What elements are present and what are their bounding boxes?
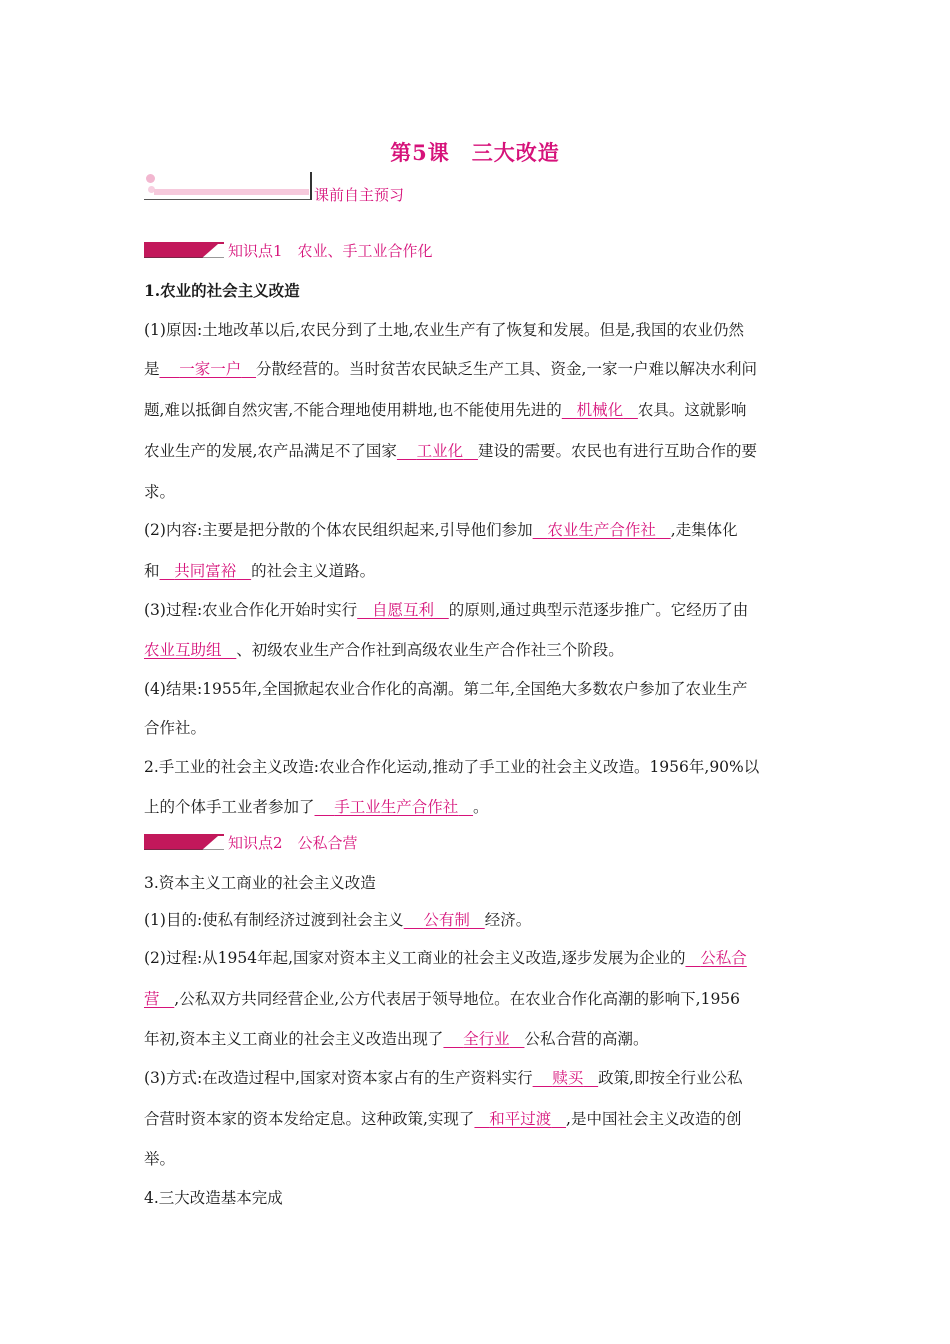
text-line: 营 ,公私双方共同经营企业,公方代表居于领导地位。在农业合作化高潮的影响下,1956: [144, 990, 741, 1008]
heading-3: 3.资本主义工商业的社会主义改造: [144, 874, 376, 892]
text-line: (2)过程:从1954年起,国家对资本主义工商业的社会主义改造,逐步发展为企业的 公私合: [144, 949, 747, 967]
answer-blank: 共同富裕: [174, 562, 237, 580]
knowledge-point-1-header: [144, 240, 564, 262]
answer-blank: 农业互助组: [144, 641, 222, 659]
answer-blank: 和平过渡: [489, 1110, 552, 1128]
knowledge-point-2-header: [144, 832, 564, 854]
answer-blank: 营: [144, 990, 160, 1008]
answer-blank: 自愿互利: [371, 601, 434, 619]
answer-blank: 赎买: [552, 1069, 584, 1087]
lesson-title: 第5课 三大改造: [390, 140, 560, 165]
knowledge-tag-icon: [144, 834, 224, 850]
decor-dot: [146, 174, 155, 183]
knowledge-tag-icon: [144, 242, 224, 258]
answer-blank: 公私合: [700, 949, 747, 967]
text-line: (3)过程:农业合作化开始时实行 自愿互利 的原则,通过典型示范逐步推广。它经历了由: [144, 601, 749, 619]
text-line: 农业互助组 、初级农业生产合作社到高级农业生产合作社三个阶段。: [144, 641, 624, 659]
answer-blank: 一家一户: [179, 360, 242, 378]
text-line: 求。: [144, 483, 176, 501]
decor-band: [154, 189, 309, 195]
section-header: [144, 178, 444, 208]
text-line: (1)原因:土地改革以后,农民分到了土地,农业生产有了恢复和发展。但是,我国的农业仍然: [144, 321, 744, 339]
text-line: (4)结果:1955年,全国掀起农业合作化的高潮。第二年,全国绝大多数农户参加了农业生产: [144, 680, 748, 698]
answer-blank: 全行业: [463, 1030, 510, 1048]
text-line: 年初,资本主义工商业的社会主义改造出现了 全行业 公私合营的高潮。: [144, 1030, 649, 1048]
text-line: (2)内容:主要是把分散的个体农民组织起来,引导他们参加 农业生产合作社 ,走集体化: [144, 521, 738, 539]
heading-4: 4.三大改造基本完成: [144, 1189, 283, 1207]
knowledge-point-label: 知识点1 农业、手工业合作化: [228, 242, 433, 260]
answer-blank: 农业生产合作社: [547, 521, 656, 539]
decor-rule: [144, 199, 310, 200]
text-line: 和 共同富裕 的社会主义道路。: [144, 562, 376, 580]
text-line: 农业生产的发展,农产品满足不了国家 工业化 建设的需要。农民也有进行互助合作的要: [144, 442, 757, 460]
text-line: 合营时资本家的资本发给定息。这种政策,实现了 和平过渡 ,是中国社会主义改造的创: [144, 1110, 742, 1128]
answer-blank: 手工业生产合作社: [334, 798, 459, 816]
heading-1: 1.农业的社会主义改造: [144, 281, 300, 300]
answer-blank: 机械化: [576, 401, 624, 419]
text-line: (1)目的:使私有制经济过渡到社会主义 公有制 经济。: [144, 911, 532, 929]
text-line: 是 一家一户 分散经营的。当时贫苦农民缺乏生产工具、资金,一家一户难以解决水利问: [144, 360, 757, 378]
text-line: 合作社。: [144, 719, 207, 737]
text-line: 举。: [144, 1150, 176, 1168]
text-line: 题,难以抵御自然灾害,不能合理地使用耕地,也不能使用先进的 机械化 农具。这就影响: [144, 401, 747, 419]
section-label: 课前自主预习: [314, 186, 405, 204]
decor-bar: [310, 172, 312, 200]
answer-blank: 公有制: [423, 911, 470, 929]
answer-blank: 工业化: [416, 442, 464, 460]
text-line: 上的个体手工业者参加了 手工业生产合作社 。: [144, 798, 489, 816]
heading-2: 2.手工业的社会主义改造:农业合作化运动,推动了手工业的社会主义改造。1956年,90%以: [144, 758, 760, 776]
text-line: (3)方式:在改造过程中,国家对资本家占有的生产资料实行 赎买 政策,即按全行业公私: [144, 1069, 743, 1087]
knowledge-point-label: 知识点2 公私合营: [228, 834, 358, 852]
